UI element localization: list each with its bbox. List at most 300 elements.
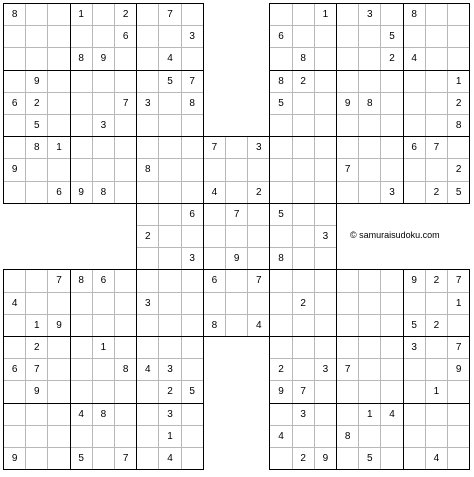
sudoku-cell[interactable] [25, 158, 48, 181]
sudoku-given-digit: 1 [425, 380, 448, 403]
sudoku-cell[interactable] [336, 70, 359, 93]
sudoku-cell[interactable] [47, 292, 70, 315]
sudoku-cell[interactable] [292, 136, 315, 159]
sudoku-cell[interactable] [3, 403, 26, 426]
sudoku-cell[interactable] [380, 380, 403, 403]
sudoku-cell[interactable] [403, 25, 426, 48]
sudoku-cell[interactable] [247, 225, 270, 248]
sudoku-cell[interactable] [25, 292, 48, 315]
sudoku-cell[interactable] [314, 203, 337, 226]
sudoku-cell[interactable] [358, 358, 381, 381]
sudoku-cell[interactable] [47, 92, 70, 115]
sudoku-cell[interactable] [181, 336, 204, 359]
sudoku-given-digit: 7 [425, 136, 448, 159]
sudoku-cell[interactable] [380, 136, 403, 159]
sudoku-given-digit: 4 [203, 181, 226, 204]
sudoku-cell[interactable] [247, 292, 270, 315]
sudoku-cell[interactable] [314, 269, 337, 292]
sudoku-cell[interactable] [425, 425, 448, 448]
sudoku-cell[interactable] [225, 225, 248, 248]
sudoku-cell[interactable] [3, 380, 26, 403]
sudoku-cell[interactable] [336, 47, 359, 70]
sudoku-cell[interactable] [447, 380, 470, 403]
sudoku-cell[interactable] [158, 158, 181, 181]
sudoku-cell[interactable] [447, 136, 470, 159]
sudoku-cell[interactable] [314, 314, 337, 337]
sudoku-cell[interactable] [136, 247, 159, 270]
sudoku-cell[interactable] [92, 447, 115, 470]
sudoku-cell[interactable] [314, 336, 337, 359]
sudoku-cell[interactable] [114, 292, 137, 315]
sudoku-given-digit: 2 [158, 380, 181, 403]
sudoku-cell[interactable] [70, 380, 93, 403]
sudoku-cell[interactable] [403, 92, 426, 115]
sudoku-cell[interactable] [92, 292, 115, 315]
sudoku-cell[interactable] [403, 403, 426, 426]
sudoku-cell[interactable] [380, 425, 403, 448]
sudoku-cell[interactable] [380, 114, 403, 137]
sudoku-cell[interactable] [380, 3, 403, 26]
sudoku-cell[interactable] [358, 25, 381, 48]
sudoku-cell[interactable] [358, 336, 381, 359]
sudoku-cell[interactable] [47, 336, 70, 359]
sudoku-given-digit: 3 [158, 358, 181, 381]
sudoku-cell[interactable] [70, 425, 93, 448]
sudoku-cell[interactable] [158, 225, 181, 248]
sudoku-given-digit: 3 [403, 336, 426, 359]
sudoku-cell[interactable] [136, 136, 159, 159]
sudoku-cell[interactable] [114, 47, 137, 70]
sudoku-cell[interactable] [70, 336, 93, 359]
sudoku-cell[interactable] [47, 358, 70, 381]
sudoku-cell[interactable] [247, 247, 270, 270]
sudoku-cell[interactable] [92, 425, 115, 448]
sudoku-cell[interactable] [314, 70, 337, 93]
sudoku-cell[interactable] [292, 336, 315, 359]
sudoku-cell[interactable] [358, 292, 381, 315]
sudoku-given-digit: 1 [158, 425, 181, 448]
sudoku-cell[interactable] [114, 114, 137, 137]
sudoku-cell[interactable] [136, 380, 159, 403]
sudoku-given-digit: 8 [25, 136, 48, 159]
sudoku-given-digit: 9 [3, 447, 26, 470]
sudoku-cell[interactable] [425, 358, 448, 381]
sudoku-given-digit: 3 [136, 92, 159, 115]
sudoku-cell[interactable] [292, 225, 315, 248]
sudoku-cell[interactable] [247, 203, 270, 226]
sudoku-cell[interactable] [403, 425, 426, 448]
sudoku-cell[interactable] [314, 25, 337, 48]
sudoku-given-digit: 4 [3, 292, 26, 315]
sudoku-given-digit: 6 [92, 269, 115, 292]
sudoku-given-digit: 7 [114, 447, 137, 470]
sudoku-cell[interactable] [403, 181, 426, 204]
sudoku-cell[interactable] [70, 314, 93, 337]
sudoku-cell[interactable] [203, 158, 226, 181]
sudoku-given-digit: 8 [292, 47, 315, 70]
sudoku-cell[interactable] [3, 70, 26, 93]
sudoku-cell[interactable] [3, 114, 26, 137]
sudoku-cell[interactable] [292, 3, 315, 26]
sudoku-cell[interactable] [425, 114, 448, 137]
sudoku-given-digit: 2 [447, 92, 470, 115]
sudoku-cell[interactable] [70, 70, 93, 93]
sudoku-cell[interactable] [380, 358, 403, 381]
sudoku-cell[interactable] [314, 292, 337, 315]
sudoku-given-digit: 7 [225, 203, 248, 226]
sudoku-cell[interactable] [158, 269, 181, 292]
sudoku-cell[interactable] [158, 336, 181, 359]
sudoku-cell[interactable] [447, 47, 470, 70]
sudoku-cell[interactable] [114, 336, 137, 359]
sudoku-cell[interactable] [25, 425, 48, 448]
sudoku-cell[interactable] [203, 292, 226, 315]
sudoku-cell[interactable] [158, 292, 181, 315]
sudoku-cell[interactable] [225, 158, 248, 181]
sudoku-given-digit: 3 [314, 358, 337, 381]
sudoku-cell[interactable] [92, 158, 115, 181]
sudoku-cell[interactable] [380, 292, 403, 315]
sudoku-cell[interactable] [136, 70, 159, 93]
sudoku-cell[interactable] [314, 158, 337, 181]
sudoku-cell[interactable] [358, 269, 381, 292]
sudoku-cell[interactable] [70, 158, 93, 181]
sudoku-cell[interactable] [314, 380, 337, 403]
sudoku-cell[interactable] [92, 380, 115, 403]
sudoku-cell[interactable] [447, 25, 470, 48]
sudoku-cell[interactable] [447, 403, 470, 426]
sudoku-given-digit: 7 [181, 70, 204, 93]
sudoku-cell[interactable] [136, 203, 159, 226]
sudoku-cell[interactable] [158, 92, 181, 115]
sudoku-cell[interactable] [47, 70, 70, 93]
sudoku-cell[interactable] [92, 25, 115, 48]
sudoku-cell[interactable] [247, 158, 270, 181]
sudoku-given-digit: 7 [47, 269, 70, 292]
sudoku-cell[interactable] [314, 181, 337, 204]
sudoku-given-digit: 8 [70, 47, 93, 70]
sudoku-cell[interactable] [136, 447, 159, 470]
sudoku-cell[interactable] [181, 3, 204, 26]
sudoku-cell[interactable] [336, 269, 359, 292]
sudoku-given-digit: 4 [70, 403, 93, 426]
sudoku-given-digit: 7 [336, 158, 359, 181]
sudoku-cell[interactable] [336, 447, 359, 470]
sudoku-cell[interactable] [403, 447, 426, 470]
sudoku-cell[interactable] [92, 136, 115, 159]
sudoku-cell[interactable] [380, 447, 403, 470]
sudoku-cell[interactable] [380, 269, 403, 292]
sudoku-given-digit: 1 [92, 336, 115, 359]
sudoku-given-digit: 7 [336, 358, 359, 381]
sudoku-cell[interactable] [358, 380, 381, 403]
sudoku-cell[interactable] [314, 247, 337, 270]
sudoku-given-digit: 3 [292, 403, 315, 426]
sudoku-cell[interactable] [158, 203, 181, 226]
sudoku-cell[interactable] [181, 269, 204, 292]
sudoku-cell[interactable] [403, 158, 426, 181]
sudoku-cell[interactable] [3, 314, 26, 337]
sudoku-cell[interactable] [269, 403, 292, 426]
sudoku-given-digit: 8 [92, 181, 115, 204]
sudoku-cell[interactable] [447, 3, 470, 26]
sudoku-cell[interactable] [47, 158, 70, 181]
sudoku-given-digit: 3 [314, 225, 337, 248]
sudoku-cell[interactable] [136, 336, 159, 359]
sudoku-cell[interactable] [269, 225, 292, 248]
sudoku-cell[interactable] [158, 181, 181, 204]
sudoku-given-digit: 7 [292, 380, 315, 403]
sudoku-cell[interactable] [358, 136, 381, 159]
sudoku-cell[interactable] [181, 425, 204, 448]
sudoku-cell[interactable] [269, 114, 292, 137]
sudoku-cell[interactable] [425, 292, 448, 315]
sudoku-cell[interactable] [425, 92, 448, 115]
sudoku-cell[interactable] [3, 269, 26, 292]
sudoku-cell[interactable] [447, 314, 470, 337]
sudoku-given-digit: 7 [158, 3, 181, 26]
sudoku-cell[interactable] [114, 158, 137, 181]
sudoku-cell[interactable] [181, 225, 204, 248]
sudoku-cell[interactable] [70, 92, 93, 115]
sudoku-cell[interactable] [136, 25, 159, 48]
sudoku-cell[interactable] [136, 3, 159, 26]
sudoku-cell[interactable] [403, 292, 426, 315]
sudoku-cell[interactable] [292, 114, 315, 137]
sudoku-cell[interactable] [136, 403, 159, 426]
sudoku-cell[interactable] [269, 3, 292, 26]
sudoku-cell[interactable] [336, 25, 359, 48]
sudoku-cell[interactable] [114, 380, 137, 403]
sudoku-cell[interactable] [292, 158, 315, 181]
sudoku-cell[interactable] [358, 314, 381, 337]
sudoku-cell[interactable] [225, 136, 248, 159]
sudoku-cell[interactable] [47, 425, 70, 448]
sudoku-cell[interactable] [292, 425, 315, 448]
sudoku-cell[interactable] [136, 47, 159, 70]
sudoku-cell[interactable] [47, 114, 70, 137]
sudoku-cell[interactable] [203, 203, 226, 226]
sudoku-cell[interactable] [425, 70, 448, 93]
sudoku-given-digit: 5 [380, 25, 403, 48]
sudoku-cell[interactable] [114, 136, 137, 159]
sudoku-cell[interactable] [25, 25, 48, 48]
sudoku-cell[interactable] [447, 447, 470, 470]
sudoku-given-digit: 5 [25, 114, 48, 137]
sudoku-cell[interactable] [447, 425, 470, 448]
sudoku-cell[interactable] [314, 47, 337, 70]
sudoku-cell[interactable] [158, 314, 181, 337]
sudoku-cell[interactable] [114, 70, 137, 93]
sudoku-given-digit: 2 [425, 181, 448, 204]
sudoku-cell[interactable] [336, 403, 359, 426]
sudoku-cell[interactable] [425, 3, 448, 26]
sudoku-cell[interactable] [181, 292, 204, 315]
sudoku-cell[interactable] [380, 158, 403, 181]
sudoku-cell[interactable] [3, 336, 26, 359]
sudoku-cell[interactable] [292, 247, 315, 270]
sudoku-cell[interactable] [114, 314, 137, 337]
sudoku-cell[interactable] [114, 403, 137, 426]
sudoku-cell[interactable] [336, 114, 359, 137]
sudoku-cell[interactable] [158, 247, 181, 270]
sudoku-given-digit: 5 [70, 447, 93, 470]
sudoku-cell[interactable] [336, 3, 359, 26]
sudoku-cell[interactable] [92, 92, 115, 115]
sudoku-cell[interactable] [336, 380, 359, 403]
sudoku-given-digit: 6 [269, 25, 292, 48]
sudoku-cell[interactable] [225, 269, 248, 292]
sudoku-cell[interactable] [25, 47, 48, 70]
sudoku-cell[interactable] [47, 380, 70, 403]
sudoku-cell[interactable] [314, 425, 337, 448]
sudoku-given-digit: 8 [3, 3, 26, 26]
sudoku-cell[interactable] [314, 136, 337, 159]
sudoku-cell[interactable] [269, 158, 292, 181]
sudoku-cell[interactable] [158, 25, 181, 48]
sudoku-cell[interactable] [403, 358, 426, 381]
sudoku-cell[interactable] [380, 314, 403, 337]
sudoku-cell[interactable] [70, 25, 93, 48]
sudoku-cell[interactable] [269, 336, 292, 359]
sudoku-cell[interactable] [425, 158, 448, 181]
sudoku-cell[interactable] [292, 181, 315, 204]
sudoku-cell[interactable] [47, 25, 70, 48]
sudoku-cell[interactable] [425, 25, 448, 48]
sudoku-cell[interactable] [114, 269, 137, 292]
sudoku-cell[interactable] [47, 47, 70, 70]
sudoku-cell[interactable] [269, 447, 292, 470]
sudoku-cell[interactable] [136, 269, 159, 292]
sudoku-cell[interactable] [292, 269, 315, 292]
sudoku-cell[interactable] [292, 25, 315, 48]
sudoku-cell[interactable] [336, 136, 359, 159]
sudoku-cell[interactable] [269, 181, 292, 204]
sudoku-cell[interactable] [358, 181, 381, 204]
sudoku-cell[interactable] [136, 114, 159, 137]
sudoku-cell[interactable] [380, 70, 403, 93]
sudoku-cell[interactable] [269, 292, 292, 315]
sudoku-cell[interactable] [158, 136, 181, 159]
sudoku-cell[interactable] [181, 181, 204, 204]
sudoku-given-digit: 4 [425, 447, 448, 470]
sudoku-cell[interactable] [358, 425, 381, 448]
sudoku-cell[interactable] [136, 181, 159, 204]
sudoku-cell[interactable] [181, 358, 204, 381]
sudoku-given-digit: 8 [336, 425, 359, 448]
sudoku-cell[interactable] [3, 425, 26, 448]
sudoku-cell[interactable] [25, 403, 48, 426]
sudoku-cell[interactable] [314, 92, 337, 115]
sudoku-cell[interactable] [358, 70, 381, 93]
sudoku-cell[interactable] [403, 380, 426, 403]
sudoku-cell[interactable] [181, 447, 204, 470]
sudoku-cell[interactable] [358, 114, 381, 137]
sudoku-cell[interactable] [25, 181, 48, 204]
sudoku-cell[interactable] [92, 358, 115, 381]
sudoku-cell[interactable] [336, 336, 359, 359]
sudoku-cell[interactable] [336, 314, 359, 337]
sudoku-given-digit: 8 [358, 92, 381, 115]
sudoku-cell[interactable] [403, 114, 426, 137]
sudoku-cell[interactable] [358, 47, 381, 70]
sudoku-cell[interactable] [292, 92, 315, 115]
sudoku-cell[interactable] [358, 158, 381, 181]
sudoku-cell[interactable] [47, 447, 70, 470]
sudoku-cell[interactable] [70, 114, 93, 137]
sudoku-cell[interactable] [292, 203, 315, 226]
sudoku-cell[interactable] [25, 3, 48, 26]
sudoku-cell[interactable] [136, 314, 159, 337]
sudoku-cell[interactable] [47, 3, 70, 26]
sudoku-cell[interactable] [269, 269, 292, 292]
sudoku-cell[interactable] [70, 292, 93, 315]
sudoku-cell[interactable] [380, 92, 403, 115]
sudoku-given-digit: 8 [181, 92, 204, 115]
sudoku-cell[interactable] [269, 47, 292, 70]
sudoku-cell[interactable] [25, 269, 48, 292]
sudoku-cell[interactable] [25, 447, 48, 470]
sudoku-cell[interactable] [3, 181, 26, 204]
sudoku-cell[interactable] [225, 314, 248, 337]
sudoku-cell[interactable] [3, 136, 26, 159]
sudoku-cell[interactable] [136, 425, 159, 448]
sudoku-cell[interactable] [203, 247, 226, 270]
sudoku-given-digit: 9 [225, 247, 248, 270]
sudoku-cell[interactable] [3, 25, 26, 48]
sudoku-cell[interactable] [269, 136, 292, 159]
sudoku-cell[interactable] [336, 292, 359, 315]
sudoku-cell[interactable] [92, 3, 115, 26]
sudoku-cell[interactable] [203, 225, 226, 248]
sudoku-cell[interactable] [380, 336, 403, 359]
sudoku-cell[interactable] [70, 136, 93, 159]
sudoku-cell[interactable] [92, 314, 115, 337]
sudoku-cell[interactable] [114, 181, 137, 204]
sudoku-cell[interactable] [403, 70, 426, 93]
sudoku-cell[interactable] [292, 314, 315, 337]
sudoku-cell[interactable] [336, 181, 359, 204]
sudoku-cell[interactable] [425, 336, 448, 359]
sudoku-cell[interactable] [181, 114, 204, 137]
sudoku-cell[interactable] [158, 114, 181, 137]
sudoku-cell[interactable] [181, 403, 204, 426]
sudoku-cell[interactable] [70, 358, 93, 381]
sudoku-cell[interactable] [181, 314, 204, 337]
sudoku-given-digit: 7 [114, 92, 137, 115]
sudoku-cell[interactable] [314, 114, 337, 137]
sudoku-cell[interactable] [181, 136, 204, 159]
sudoku-cell[interactable] [114, 425, 137, 448]
sudoku-cell[interactable] [425, 403, 448, 426]
sudoku-cell[interactable] [225, 181, 248, 204]
sudoku-given-digit: 5 [403, 314, 426, 337]
sudoku-cell[interactable] [225, 292, 248, 315]
sudoku-cell[interactable] [425, 47, 448, 70]
sudoku-given-digit: 1 [447, 70, 470, 93]
sudoku-cell[interactable] [3, 47, 26, 70]
sudoku-cell[interactable] [292, 358, 315, 381]
sudoku-cell[interactable] [47, 403, 70, 426]
sudoku-cell[interactable] [92, 70, 115, 93]
sudoku-cell[interactable] [314, 403, 337, 426]
sudoku-given-digit: 2 [425, 269, 448, 292]
copyright-text: © samuraisudoku.com [350, 230, 440, 240]
sudoku-cell[interactable] [181, 158, 204, 181]
sudoku-cell[interactable] [269, 314, 292, 337]
sudoku-cell[interactable] [181, 47, 204, 70]
sudoku-given-digit: 1 [47, 136, 70, 159]
